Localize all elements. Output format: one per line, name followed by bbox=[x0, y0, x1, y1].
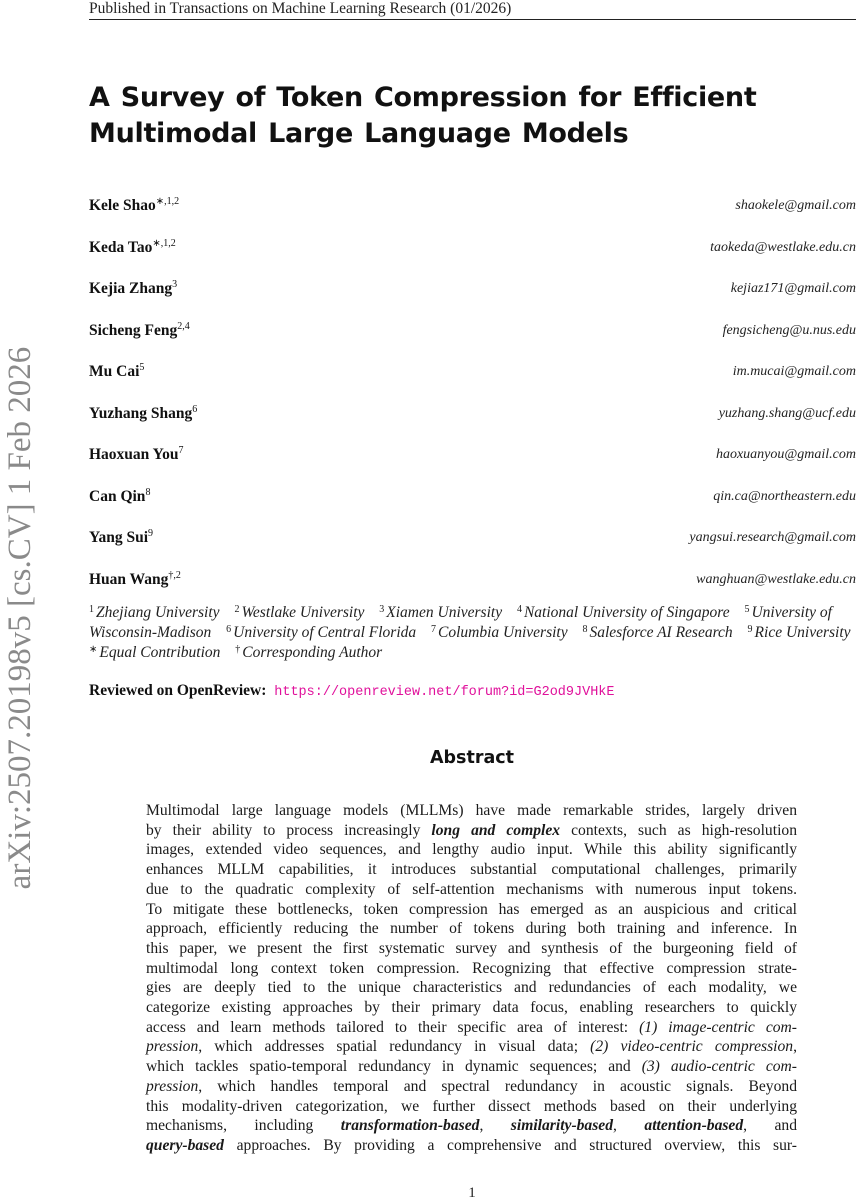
author-affiliation-marks: 3 bbox=[172, 279, 178, 290]
affiliation-name: Xiamen University bbox=[386, 604, 503, 621]
author-affiliation-marks: 6 bbox=[192, 403, 198, 415]
author-row bbox=[89, 405, 856, 427]
abstract-line bbox=[146, 880, 797, 900]
emphasis-text: query-based bbox=[146, 1136, 224, 1154]
author-email[interactable]: yuzhang.shang@ucf.edu bbox=[718, 405, 856, 421]
abstract-text: mechanisms, including bbox=[146, 1117, 341, 1135]
affiliation-item bbox=[226, 624, 416, 641]
abstract-line bbox=[146, 1057, 797, 1077]
reviewed-label: Reviewed on OpenReview: bbox=[89, 682, 267, 699]
emphasis-text: similarity-based bbox=[510, 1117, 614, 1135]
author-affiliation-marks: ∗,1,2 bbox=[155, 196, 180, 207]
reviewed-line bbox=[89, 682, 615, 700]
author-name bbox=[89, 280, 177, 298]
paper-title: A Survey of Token Compression for Efficient Multimodal Large Language Models bbox=[89, 82, 757, 149]
abstract-line bbox=[146, 919, 797, 939]
abstract-heading: Abstract bbox=[429, 748, 515, 768]
abstract-line bbox=[146, 900, 797, 920]
page-number: 1 bbox=[468, 1185, 476, 1201]
author-name-text: Sicheng Feng bbox=[89, 321, 178, 339]
emphasis-text: long and complex bbox=[431, 821, 561, 839]
affiliation-item bbox=[234, 604, 364, 621]
affiliation-mark: † bbox=[235, 644, 241, 655]
author-affiliation-marks: ∗,1,2 bbox=[152, 237, 176, 249]
abstract-line bbox=[146, 840, 797, 860]
abstract-line bbox=[146, 1037, 797, 1057]
author-email[interactable]: taokeda@westlake.edu.cn bbox=[710, 239, 856, 255]
author-row bbox=[89, 197, 856, 219]
abstract-line bbox=[146, 1077, 797, 1097]
affiliation-mark: 9 bbox=[747, 624, 753, 635]
author-name bbox=[89, 405, 197, 423]
abstract-text: gies are deeply tied to the unique characteristics and redundancies of each modality, we bbox=[146, 979, 797, 997]
affiliation-mark: 4 bbox=[516, 604, 522, 615]
abstract-text: , bbox=[793, 1038, 797, 1056]
affiliation-item bbox=[431, 624, 568, 641]
author-row bbox=[89, 322, 856, 344]
affiliation-item bbox=[89, 604, 220, 621]
emphasis-text: pression bbox=[146, 1038, 199, 1056]
affiliations bbox=[89, 603, 856, 663]
abstract-line bbox=[146, 821, 797, 841]
author-email[interactable]: wanghuan@westlake.edu.cn bbox=[696, 571, 856, 587]
abstract-text: images, extended video sequences, and lengthy audio input. While this ability significantly bbox=[146, 841, 797, 859]
affiliation-item bbox=[235, 644, 382, 661]
author-name-text: Yuzhang Shang bbox=[89, 404, 193, 422]
author-name bbox=[89, 446, 183, 464]
author-email[interactable]: kejiaz171@gmail.com bbox=[730, 281, 856, 296]
author-affiliation-marks: †,2 bbox=[168, 569, 181, 581]
author-name-text: Can Qin bbox=[89, 487, 146, 505]
author-name bbox=[89, 488, 150, 506]
author-name-text: Keda Tao bbox=[89, 238, 153, 256]
author-affiliation-marks: 8 bbox=[145, 486, 151, 498]
author-name-text: Kejia Zhang bbox=[89, 280, 173, 297]
affiliation-name: Corresponding Author bbox=[242, 644, 383, 661]
abstract-text: To mitigate these bottlenecks, token compression has emerged as an auspicious and critical bbox=[146, 900, 797, 918]
abstract-text: , bbox=[479, 1117, 511, 1135]
emphasis-text: (1) image-centric com- bbox=[639, 1018, 797, 1036]
affiliation-name: Equal Contribution bbox=[99, 644, 221, 661]
abstract-line bbox=[146, 801, 797, 821]
emphasis-text: (3) audio-centric com- bbox=[641, 1058, 797, 1076]
affiliation-name: Salesforce AI Research bbox=[589, 624, 733, 641]
abstract-line bbox=[146, 998, 797, 1018]
author-row bbox=[89, 446, 856, 468]
abstract-line bbox=[146, 860, 797, 880]
openreview-link[interactable]: https://openreview.net/forum?id=G2od9JVHkE bbox=[274, 685, 615, 700]
affiliation-name: University of Wisconsin-Madison bbox=[89, 604, 832, 641]
affiliation-item bbox=[748, 624, 851, 641]
abstract-text: this paper, we present the first systematic survey and synthesis of the burgeoning field of bbox=[146, 939, 797, 957]
arxiv-stamp: arXiv:2507.20198v5 [cs.CV] 1 Feb 2026 bbox=[2, 346, 38, 890]
affiliation-mark: 1 bbox=[89, 604, 94, 615]
author-row bbox=[89, 571, 856, 593]
affiliation-name: Rice University bbox=[754, 624, 851, 641]
author-row bbox=[89, 488, 856, 510]
abstract-text: , which addresses spatial redundancy in visual data; bbox=[198, 1038, 591, 1056]
affiliation-item bbox=[517, 604, 730, 621]
affiliation-mark: 8 bbox=[582, 624, 588, 635]
author-name bbox=[89, 529, 153, 547]
affiliation-mark: 6 bbox=[226, 624, 232, 635]
affiliation-item bbox=[379, 604, 502, 621]
author-affiliation-marks: 7 bbox=[178, 445, 184, 456]
running-head: Published in Transactions on Machine Learning Research (01/2026) bbox=[89, 0, 512, 17]
abstract-text: approach, efficiently reducing the number of tokens during both training and inference. In bbox=[146, 920, 797, 938]
author-name-text: Mu Cai bbox=[89, 363, 140, 380]
author-name-text: Huan Wang bbox=[89, 570, 169, 588]
author-email[interactable]: shaokele@gmail.com bbox=[735, 198, 856, 213]
emphasis-text: pression bbox=[146, 1077, 199, 1095]
abstract-text: by their ability to process increasingly bbox=[146, 821, 432, 839]
author-email[interactable]: yangsui.research@gmail.com bbox=[689, 530, 856, 545]
abstract-text: due to the quadratic complexity of self-attention mechanisms with numerous input tokens. bbox=[146, 880, 797, 898]
author-email[interactable]: im.mucai@gmail.com bbox=[732, 364, 856, 379]
abstract-text: which tackles spatio-temporal redundancy in dynamic sequences; and bbox=[146, 1058, 642, 1076]
abstract-text: , and bbox=[743, 1117, 798, 1135]
abstract-text: approaches. By providing a comprehensive and structured overview, this sur- bbox=[223, 1136, 797, 1154]
header-rule bbox=[89, 19, 856, 20]
author-name bbox=[89, 571, 181, 589]
author-name bbox=[89, 322, 190, 340]
abstract-text: Multimodal large language models (MLLMs) have made remarkable strides, largely driven bbox=[146, 802, 797, 819]
abstract-line bbox=[146, 959, 797, 979]
affiliation-name: National University of Singapore bbox=[523, 604, 730, 621]
abstract-line bbox=[146, 978, 797, 998]
abstract-body bbox=[146, 801, 797, 1156]
author-row bbox=[89, 363, 856, 385]
author-name bbox=[89, 239, 176, 257]
affiliation-name: Zhejiang University bbox=[96, 604, 220, 621]
author-email[interactable]: fengsicheng@u.nus.edu bbox=[722, 322, 856, 338]
affiliation-mark: 7 bbox=[431, 624, 437, 635]
affiliation-name: University of Central Florida bbox=[233, 624, 417, 641]
affiliation-mark: 2 bbox=[234, 604, 240, 615]
affiliation-mark: 5 bbox=[744, 604, 750, 615]
affiliation-item bbox=[582, 624, 732, 641]
author-affiliation-marks: 5 bbox=[139, 362, 145, 373]
emphasis-text: (2) video-centric compression bbox=[590, 1038, 794, 1056]
abstract-line bbox=[146, 1136, 797, 1156]
author-row bbox=[89, 280, 856, 302]
author-row bbox=[89, 239, 856, 261]
affiliation-name: Westlake University bbox=[241, 604, 365, 621]
author-affiliation-marks: 9 bbox=[148, 528, 154, 539]
affiliation-mark: 3 bbox=[379, 604, 385, 615]
abstract-line bbox=[146, 939, 797, 959]
abstract-text: access and learn methods tailored to their specific area of interest: bbox=[146, 1018, 640, 1036]
affiliation-mark: ∗ bbox=[89, 644, 98, 655]
author-name-text: Kele Shao bbox=[89, 197, 156, 214]
author-name bbox=[89, 363, 144, 381]
abstract-line bbox=[146, 1018, 797, 1038]
author-row bbox=[89, 529, 856, 551]
author-email[interactable]: haoxuanyou@gmail.com bbox=[715, 447, 856, 462]
abstract-text: this modality-driven categorization, we further dissect methods based on their underlying bbox=[146, 1097, 797, 1115]
abstract-text: contexts, such as high-resolution bbox=[560, 821, 797, 839]
author-affiliation-marks: 2,4 bbox=[177, 320, 190, 332]
emphasis-text: transformation-based bbox=[340, 1117, 480, 1135]
abstract-text: , bbox=[613, 1117, 645, 1135]
abstract-text: enhances MLLM capabilities, it introduces substantial computational challenges, primarily bbox=[146, 861, 797, 879]
emphasis-text: attention-based bbox=[644, 1117, 744, 1135]
abstract-line bbox=[146, 1116, 797, 1136]
abstract-line bbox=[146, 1097, 797, 1117]
abstract-text: multimodal long context token compression. Recognizing that effective compression strate- bbox=[146, 959, 797, 977]
author-email[interactable]: qin.ca@northeastern.edu bbox=[713, 488, 856, 504]
affiliation-item bbox=[89, 644, 220, 661]
abstract-text: , which handles temporal and spectral redundancy in acoustic signals. Beyond bbox=[198, 1077, 797, 1095]
author-name-text: Yang Sui bbox=[89, 529, 149, 546]
affiliation-name: Columbia University bbox=[438, 624, 568, 641]
author-name-text: Haoxuan You bbox=[89, 446, 179, 463]
author-name bbox=[89, 197, 179, 215]
abstract-text: categorize existing approaches by their primary data focus, enabling researchers to quickly bbox=[146, 999, 797, 1017]
